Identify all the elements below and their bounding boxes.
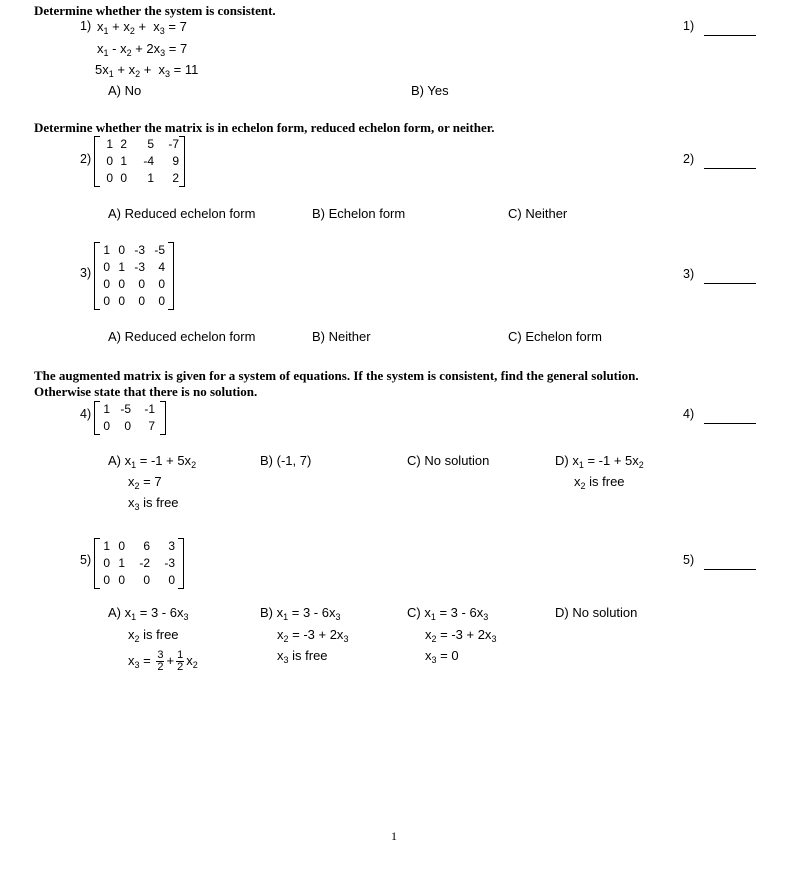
problem-2-choice-b: B) Echelon form xyxy=(312,206,406,221)
problem-4-choice-d-line-2: $x_2$ is free xyxy=(574,474,625,491)
answer-2-label: 2) xyxy=(683,152,695,166)
problem-4-choice-a-line-2: $x_2 = 7$ xyxy=(128,474,162,491)
problem-2-number: 2) xyxy=(80,152,92,166)
problem-3-number: 3) xyxy=(80,266,92,280)
section-3-instruction-line-2: Otherwise state that there is no solution. xyxy=(34,384,258,399)
problem-2-choice-c: C) Neither xyxy=(508,206,568,221)
problem-5-choice-c-line-2: $x_2 = -3 + 2x_3$ xyxy=(425,627,497,644)
answer-3-blank[interactable] xyxy=(704,283,756,284)
answer-4-label: 4) xyxy=(683,407,695,421)
problem-1-choice-a: A) No xyxy=(108,83,142,98)
problem-5-choice-c: C) $x_1 = 3 - 6x_3$ xyxy=(407,605,489,622)
answer-3-label: 3) xyxy=(683,267,695,281)
problem-4-choice-a-line-3: $x_3$ is free xyxy=(128,495,179,512)
section-1-instruction: Determine whether the system is consistent. xyxy=(34,3,276,18)
problem-1-equation-2: $x_1 - x_2 + 2x_3 = 7$ xyxy=(97,41,188,58)
problem-5-choice-a-line-2: $x_2$ is free xyxy=(128,627,179,644)
problem-5-choice-c-line-3: $x_3 = 0$ xyxy=(425,648,459,665)
problem-3-matrix: 1 0 -3 -5 0 1 -3 4 0 0 0 0 0 0 0 0 xyxy=(94,242,174,310)
problem-1-number: 1) xyxy=(80,19,92,33)
problem-5-choice-a: A) $x_1 = 3 - 6x_3$ xyxy=(108,605,189,622)
problem-1-equation-1: $x_1 + x_2 + x_3 = 7$ xyxy=(97,19,187,36)
problem-4-matrix: 1 -5 -1 0 0 7 xyxy=(94,401,166,435)
answer-4-blank[interactable] xyxy=(704,423,756,424)
problem-5-choice-a-line-3: $x_3$ = $\frac{3}{2}$ + $\frac{1}{2}$ $x_2$ xyxy=(128,649,198,673)
section-3-instruction-line-1: The augmented matrix is given for a system of equations. If the system is consistent, find the general solution. xyxy=(34,368,639,383)
answer-5-blank[interactable] xyxy=(704,569,756,570)
answer-1-blank[interactable] xyxy=(704,35,756,36)
problem-3-choice-c: C) Echelon form xyxy=(508,329,602,344)
problem-1-choice-b: B) Yes xyxy=(411,83,449,98)
problem-5-choice-b-line-3: $x_3$ is free xyxy=(277,648,328,665)
problem-4-number: 4) xyxy=(80,407,92,421)
answer-2-blank[interactable] xyxy=(704,168,756,169)
problem-5-choice-b-line-2: $x_2 = -3 + 2x_3$ xyxy=(277,627,349,644)
answer-5-label: 5) xyxy=(683,553,695,567)
problem-4-choice-b: B) (-1, 7) xyxy=(260,453,312,468)
problem-5-number: 5) xyxy=(80,553,92,567)
problem-4-choice-a: A) $x_1 = -1 + 5x_2$ xyxy=(108,453,197,470)
problem-5-choice-d: D) No solution xyxy=(555,605,638,620)
problem-3-choice-b: B) Neither xyxy=(312,329,371,344)
problem-2-choice-a: A) Reduced echelon form xyxy=(108,206,256,221)
answer-1-label: 1) xyxy=(683,19,695,33)
problem-5-choice-b: B) $x_1 = 3 - 6x_3$ xyxy=(260,605,341,622)
problem-4-choice-d: D) $x_1 = -1 + 5x_2$ xyxy=(555,453,644,470)
problem-3-choice-a: A) Reduced echelon form xyxy=(108,329,256,344)
problem-1-equation-3: $5x_1 + x_2 + x_3 = 11$ xyxy=(95,62,199,79)
section-2-instruction: Determine whether the matrix is in echelon form, reduced echelon form, or neither. xyxy=(34,120,495,135)
problem-4-choice-c: C) No solution xyxy=(407,453,490,468)
page-number: 1 xyxy=(391,829,397,843)
problem-5-matrix: 1 0 6 3 0 1 -2 -3 0 0 0 0 xyxy=(94,538,184,589)
problem-2-matrix: 1 2 5 -7 0 1 -4 9 0 0 1 2 xyxy=(94,136,185,187)
